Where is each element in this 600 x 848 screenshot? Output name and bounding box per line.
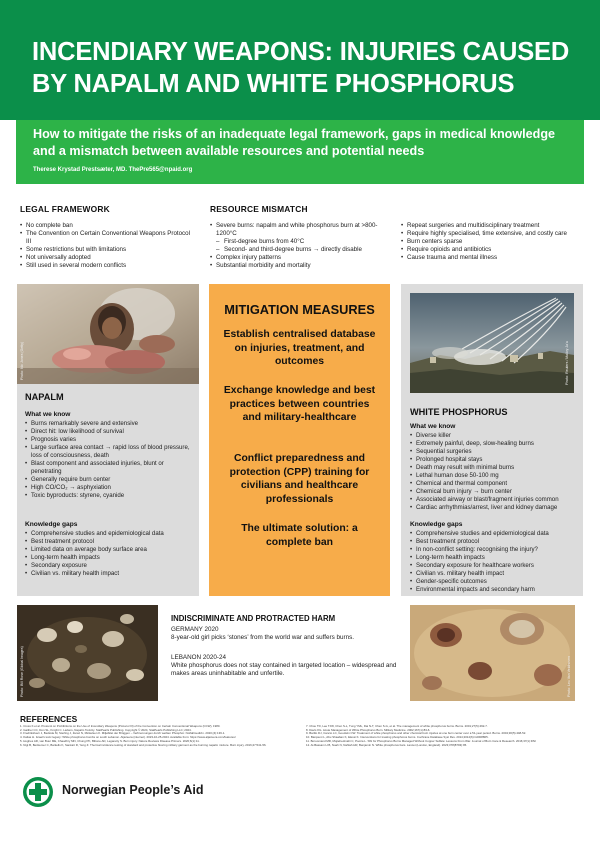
- list-item: • Long-term health impacts: [410, 554, 580, 562]
- list-item: • Direct hit: low likelihood of survival: [25, 428, 193, 436]
- lebanon-heading: LEBANON 2020-24: [171, 654, 226, 661]
- resource-list-left: [210, 222, 390, 270]
- list-item: – First-degree burns from 40°C: [216, 238, 390, 246]
- legal-framework-list: [20, 222, 192, 270]
- npa-logo-icon: [22, 776, 54, 808]
- list-item: • Not universally adopted: [20, 254, 192, 262]
- list-item: • In non-conflict setting: recognising the injury?: [410, 546, 580, 554]
- list-item: • Prolonged hospital stays: [410, 456, 580, 464]
- list-item: • Diverse killer: [410, 432, 580, 440]
- list-item: • Death may result with minimal burns: [410, 464, 580, 472]
- white-phosphorus-gaps-heading: Knowledge gaps: [410, 521, 463, 528]
- list-item: • Chemical and thermal component: [410, 480, 580, 488]
- resource-mismatch-heading: RESOURCE MISMATCH: [210, 204, 308, 214]
- napalm-photo-credit: Photo: Nic Jones (Getty): [20, 341, 24, 380]
- white-phosphorus-know-heading: What we know: [410, 423, 456, 430]
- white-phosphorus-photo: [410, 293, 574, 393]
- list-item: • Long-term health impacts: [25, 554, 193, 562]
- white-phosphorus-photo-credit: Photo: Reuters / Malloy Ja’a: [565, 341, 569, 385]
- reference-item: 3. Fredrikshavn J, Bedside M, Sterling J, Zeraz N, Mickelsen K. Miljøbilet der Brüggen – Verbrennungen durch weißen Phosphor. Notfallmedizin. 2020;(4):136-1.: [20, 731, 226, 736]
- list-item: • Repeat surgeries and multidisciplinary treatment: [401, 222, 585, 230]
- author-line: Therese Krystad Prestsæter, MD. ThePre565@npaid.org: [33, 167, 193, 173]
- white-phosphorus-gaps-list: [410, 530, 580, 594]
- list-item: • Large surface area contact → rapid loss of blood pressure, loss of consciousness, death: [25, 444, 193, 460]
- mitigation-heading: MITIGATION MEASURES: [224, 302, 375, 317]
- list-item: • Cause trauma and mental illness: [401, 254, 585, 262]
- npa-logo-text: Norwegian People’s Aid: [62, 783, 204, 797]
- list-item: • Civilian vs. military health impact: [25, 570, 193, 578]
- lebanon-text: White phosphorus does not stay contained in targeted location – widespread and makes areas uninhabitable and unfertile.: [171, 662, 397, 677]
- list-item: • Gender-specific outcomes: [410, 578, 580, 586]
- list-item: • Associated airway or blast/fragment injuries common: [410, 496, 580, 504]
- list-item: • Extremely painful, deep, slow-healing burns: [410, 440, 580, 448]
- white-phosphorus-panel: [401, 284, 583, 596]
- list-item: [210, 222, 390, 254]
- napalm-panel: [17, 284, 199, 596]
- list-item: • Some restrictions but with limitations: [20, 246, 192, 254]
- list-item: • Comprehensive studies and epidemiological data: [25, 530, 193, 538]
- napalm-gaps-list: [25, 530, 193, 578]
- list-item: • Burn centers sparse: [401, 238, 585, 246]
- list-item: – Second- and third-degree burns → directly disable: [216, 246, 390, 254]
- list-item: • Environmental impacts and secondary harm: [410, 586, 580, 594]
- references-heading: REFERENCES: [20, 714, 78, 724]
- reference-item: 8. Davis KG. Acute Management of White Phosphorus Burn. Military Medicine. 2002;167(1):83-6.: [306, 727, 431, 732]
- list-item: • Best treatment protocol: [25, 538, 193, 546]
- munitions-photo-credit: Photo: Bill Rose (Global Images): [20, 646, 24, 697]
- germany-heading: GERMANY 2020: [171, 626, 219, 633]
- list-item: • Sequential surgeries: [410, 448, 580, 456]
- reference-item: 11. Boroomand MR, Mojtehedmahi C, Pooria L. SW for Phosphorus Burns Managed Without Copper Sulfate: Lessons From War. Journal of Burn Care & Research. 2016;37(1):DNI: [306, 738, 536, 743]
- list-item: • The Convention on Certain Conventional Weapons Protocol III: [20, 230, 192, 246]
- mitigation-item-database: Establish centralised database on injuries, treatment, and outcomes: [223, 329, 376, 367]
- burn-wound-photo-image: [410, 605, 575, 701]
- list-item: • Chemical burn injury → burn center: [410, 488, 580, 496]
- reference-item: 9. Barillo DJ, Cancio LC, Goodwin CW. Treatment of white phosphorus and other chemical burn injuries at one burn center over a 51-year period. Burns. 2004;30(5):448-52.: [306, 731, 527, 736]
- reference-item: 6. Nigt B, Berkiemer C, Barkells K, Sankart R, Yeng Z. Thermal incidence testing of standard and protective flooring military garment as the burning napalm mixture. Burn injury. 2016;47:541-56.: [20, 742, 267, 747]
- mitigation-item-cpp-training: Conflict preparedness and protection (CPP) training for civilians and healthcare professionals: [229, 453, 370, 505]
- list-item: • Lethal human dose 50-100 mg: [410, 472, 580, 480]
- list-item: • Comprehensive studies and epidemiological data: [410, 530, 580, 538]
- napalm-know-list: [25, 420, 193, 500]
- legal-framework-heading: LEGAL FRAMEWORK: [20, 204, 110, 214]
- napalm-photo: [17, 284, 199, 384]
- reference-item: 7. Chou TD, Lee TJW, Chen S-L, Tung YML, Dai N-T, Chen S-G, et al. The management of white phosphorus burns. Burns. 2001;27(5):492-7.: [306, 724, 488, 728]
- napalm-heading: NAPALM: [25, 392, 64, 402]
- reference-item: 12. Al-Bassam H B, Noah N, Nahlah HR, Benjamin N. White phosphorus bars. Lancet (London, England). 2023;378(8793):95.: [306, 742, 468, 747]
- list-item: • Toxic byproducts: styrene, cyanide: [25, 492, 193, 500]
- burns-sublist: [216, 238, 390, 254]
- list-item: • Complex injury patterns: [210, 254, 390, 262]
- burn-wound-photo-credit: Photo: Lex Van Veldhoven: [567, 656, 571, 697]
- mitigation-panel: [209, 284, 390, 596]
- burn-wound-photo: [410, 605, 575, 701]
- list-item: • High CO/CO₂ → asphyxiation: [25, 484, 193, 492]
- white-phosphorus-heading: WHITE PHOSPHORUS: [410, 407, 508, 417]
- germany-text: 8-year-old girl picks ‘stones’ from the world war and suffers burns.: [171, 634, 355, 641]
- references-right: [306, 725, 570, 747]
- list-item: • Prognosis varies: [25, 436, 193, 444]
- reference-item: 5. Hughes AR, van Buur ME, Chaudhry MN, Chung PK, Biltone AD, Legaretty S. Burn injury. Nature Reviews Disease Primers. 2020;6(1):11.: [20, 738, 200, 743]
- list-item: • Best treatment protocol: [410, 538, 580, 546]
- list-item: • Blast component and associated injuries, blunt or penetrating: [25, 460, 193, 476]
- list-item: • Require opioids and antibiotics: [401, 246, 585, 254]
- header-banner: [0, 0, 600, 120]
- poster-title: INCENDIARY WEAPONS: INJURIES CAUSED BY NAPALM AND WHITE PHOSPHORUS: [32, 38, 570, 98]
- burns-text: Severe burns: napalm and white phosphorus burn at >800-1200°C: [216, 222, 378, 237]
- reference-item: 10. Barqouni L, Abu Shaaban K, Elessi K. Interventions for treating phosphorus burns. Cochrane Database Syst Rev. 2014;2014(6):Cd008805.: [306, 735, 489, 740]
- reference-item: 1. Cross K et al. Protocol on Prohibitions on the Use of Incendiary Weapons (Protocol III) of the Convention on Certain Conventional Weapons (CCW), 1980.: [20, 724, 221, 728]
- list-item: • Secondary exposure: [25, 562, 193, 570]
- subtitle-banner: [16, 120, 584, 184]
- list-item: • Cardiac arrhythmias/arrest, liver and kidney damage: [410, 504, 580, 512]
- munitions-photo-image: [17, 605, 158, 701]
- list-item: • Burns remarkably severe and extensive: [25, 420, 193, 428]
- list-item: • Require highly specialised, time extensive, and costly care: [401, 230, 585, 238]
- list-item: • No complete ban: [20, 222, 192, 230]
- poster-subtitle: How to mitigate the risks of an inadequate legal framework, gaps in medical knowledge and a mismatch between available resources and potential needs: [33, 127, 556, 158]
- list-item: • Still used in several modern conflicts: [20, 262, 192, 270]
- white-phosphorus-know-list: [410, 432, 580, 512]
- list-item: • Substantial morbidity and mortality: [210, 262, 390, 270]
- list-item: • Limited data on average body surface area: [25, 546, 193, 554]
- references-left: [20, 725, 284, 747]
- mitigation-item-exchange: Exchange knowledge and best practices between countries and military-healthcare: [223, 385, 376, 423]
- resource-list-right: [401, 222, 585, 262]
- mitigation-item-complete-ban: The ultimate solution: a complete ban: [241, 523, 358, 548]
- napalm-know-heading: What we know: [25, 411, 71, 418]
- list-item: • Generally require burn center: [25, 476, 193, 484]
- white-phosphorus-photo-image: [410, 293, 574, 393]
- reference-item: 4. Kaltas H. Israel's toxic legacy: White phosphorus bombs on south Lebanon. Aljazeera (internet). 2023-10-25-2024. Available from: https://www.aljazeera.com/features/: [20, 735, 236, 740]
- napalm-gaps-heading: Knowledge gaps: [25, 521, 78, 528]
- harm-heading: INDISCRIMINATE AND PROTRACTED HARM: [171, 614, 336, 623]
- list-item: • Civilian vs. military health impact: [410, 570, 580, 578]
- napalm-photo-image: [17, 284, 199, 384]
- reference-item: 2. Gaither CC, Don SL, Knight C. Liebers, Napalm Toxicity. StatPearls Publishing. Copyright © 2024, StatPearls Publishing LLC; 2024.: [20, 727, 192, 732]
- list-item: • Secondary exposure for healthcare workers: [410, 562, 580, 570]
- munitions-photo: [17, 605, 158, 701]
